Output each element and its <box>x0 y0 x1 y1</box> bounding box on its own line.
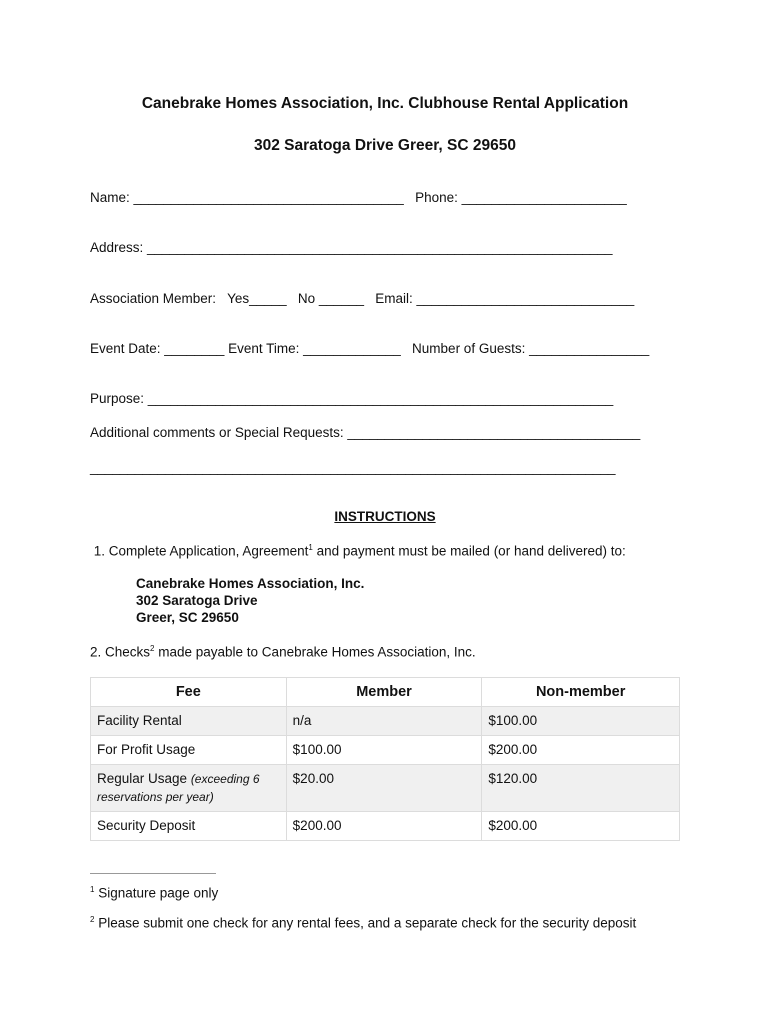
guests-label: Number of Guests: <box>412 341 530 356</box>
table-row <box>91 736 680 765</box>
purpose-label: Purpose: <box>90 391 148 406</box>
event-date-label: Event Date: <box>90 341 165 356</box>
guests-field[interactable]: ________________ <box>529 341 650 356</box>
fee-table <box>90 677 680 841</box>
event-time-label: Event Time: <box>228 341 304 356</box>
nonmember-fee: $200.00 <box>482 812 680 841</box>
name-field[interactable]: ____________________________________ <box>133 190 404 205</box>
phone-label: Phone: <box>415 190 462 205</box>
nonmember-fee: $200.00 <box>482 736 680 765</box>
instruction-step-2 <box>90 644 476 660</box>
document-address: 302 Saratoga Drive Greer, SC 29650 <box>254 137 516 154</box>
email-field[interactable]: _____________________________ <box>416 291 635 306</box>
fee-header: Fee <box>91 678 287 707</box>
name-phone-line <box>90 190 627 205</box>
fee-note: (exceeding 6 reservations per year) <box>97 772 260 804</box>
address-line <box>90 240 613 255</box>
name-label: Name: <box>90 190 134 205</box>
member-no-field[interactable]: No ______ <box>297 291 364 306</box>
purpose-line <box>90 391 613 406</box>
address-label: Address: <box>90 240 148 255</box>
fee-table-header <box>91 678 680 707</box>
event-date-field[interactable]: ________ <box>164 341 225 356</box>
event-time-field[interactable]: _____________ <box>303 341 401 356</box>
footnote-2-text: Please submit one check for any rental fees, and a separate check for the security deposit <box>94 915 637 931</box>
nonmember-fee: $100.00 <box>482 707 680 736</box>
member-header: Member <box>286 678 482 707</box>
member-label: Association Member: <box>90 291 228 306</box>
table-row <box>91 765 680 812</box>
step2-text-cont: made payable to Canebrake Homes Association, Inc. <box>154 644 476 660</box>
mail-address-line-2: 302 Saratoga Drive <box>136 593 258 608</box>
comments-field[interactable]: _______________________________________ <box>347 425 641 440</box>
email-label: Email: <box>375 291 417 306</box>
member-fee: n/a <box>286 707 482 736</box>
nonmember-header: Non-member <box>482 678 680 707</box>
nonmember-fee: $120.00 <box>482 765 680 812</box>
document-title: Canebrake Homes Association, Inc. Clubhouse Rental Application <box>141 95 629 112</box>
step2-text: 2. Checks <box>90 644 151 660</box>
purpose-field[interactable]: ______________________________________________________________ <box>147 391 614 406</box>
footnote-1-text: Signature page only <box>94 885 219 901</box>
member-email-line <box>90 291 634 306</box>
member-fee: $200.00 <box>286 812 482 841</box>
footnote-ref-2: 2 <box>150 644 155 653</box>
comments-continuation-field[interactable]: ______________________________________________________________________ <box>90 460 616 475</box>
comments-line <box>90 425 640 440</box>
table-row <box>91 812 680 841</box>
event-line <box>90 341 649 356</box>
footnote-marker-2: 2 <box>90 915 95 924</box>
step1-text: 1. Complete Application, Agreement <box>90 543 309 559</box>
instruction-step-1 <box>90 543 626 559</box>
step1-text-cont: and payment must be mailed (or hand delivered) to: <box>312 543 626 559</box>
comments-label: Additional comments or Special Requests: <box>90 425 348 440</box>
fee-name: Regular Usage <box>97 771 191 786</box>
phone-field[interactable]: ______________________ <box>461 190 627 205</box>
footnote-divider <box>90 873 216 874</box>
table-row <box>91 707 680 736</box>
mail-address-line-1: Canebrake Homes Association, Inc. <box>136 576 365 591</box>
mail-address-line-3: Greer, SC 29650 <box>136 610 239 625</box>
member-fee: $100.00 <box>286 736 482 765</box>
footnote-ref-1: 1 <box>308 543 313 552</box>
fee-name-cell <box>91 765 287 812</box>
address-field[interactable]: ______________________________________________________________ <box>147 240 613 255</box>
fee-name: Security Deposit <box>91 812 287 841</box>
member-yes-field[interactable]: Yes_____ <box>227 291 287 306</box>
fee-name: For Profit Usage <box>91 736 287 765</box>
footnote-2 <box>90 915 636 931</box>
footnote-marker-1: 1 <box>90 885 95 894</box>
footnote-1 <box>90 885 218 901</box>
member-fee: $20.00 <box>286 765 482 812</box>
fee-name: Facility Rental <box>91 707 287 736</box>
instructions-heading: INSTRUCTIONS <box>334 509 436 524</box>
